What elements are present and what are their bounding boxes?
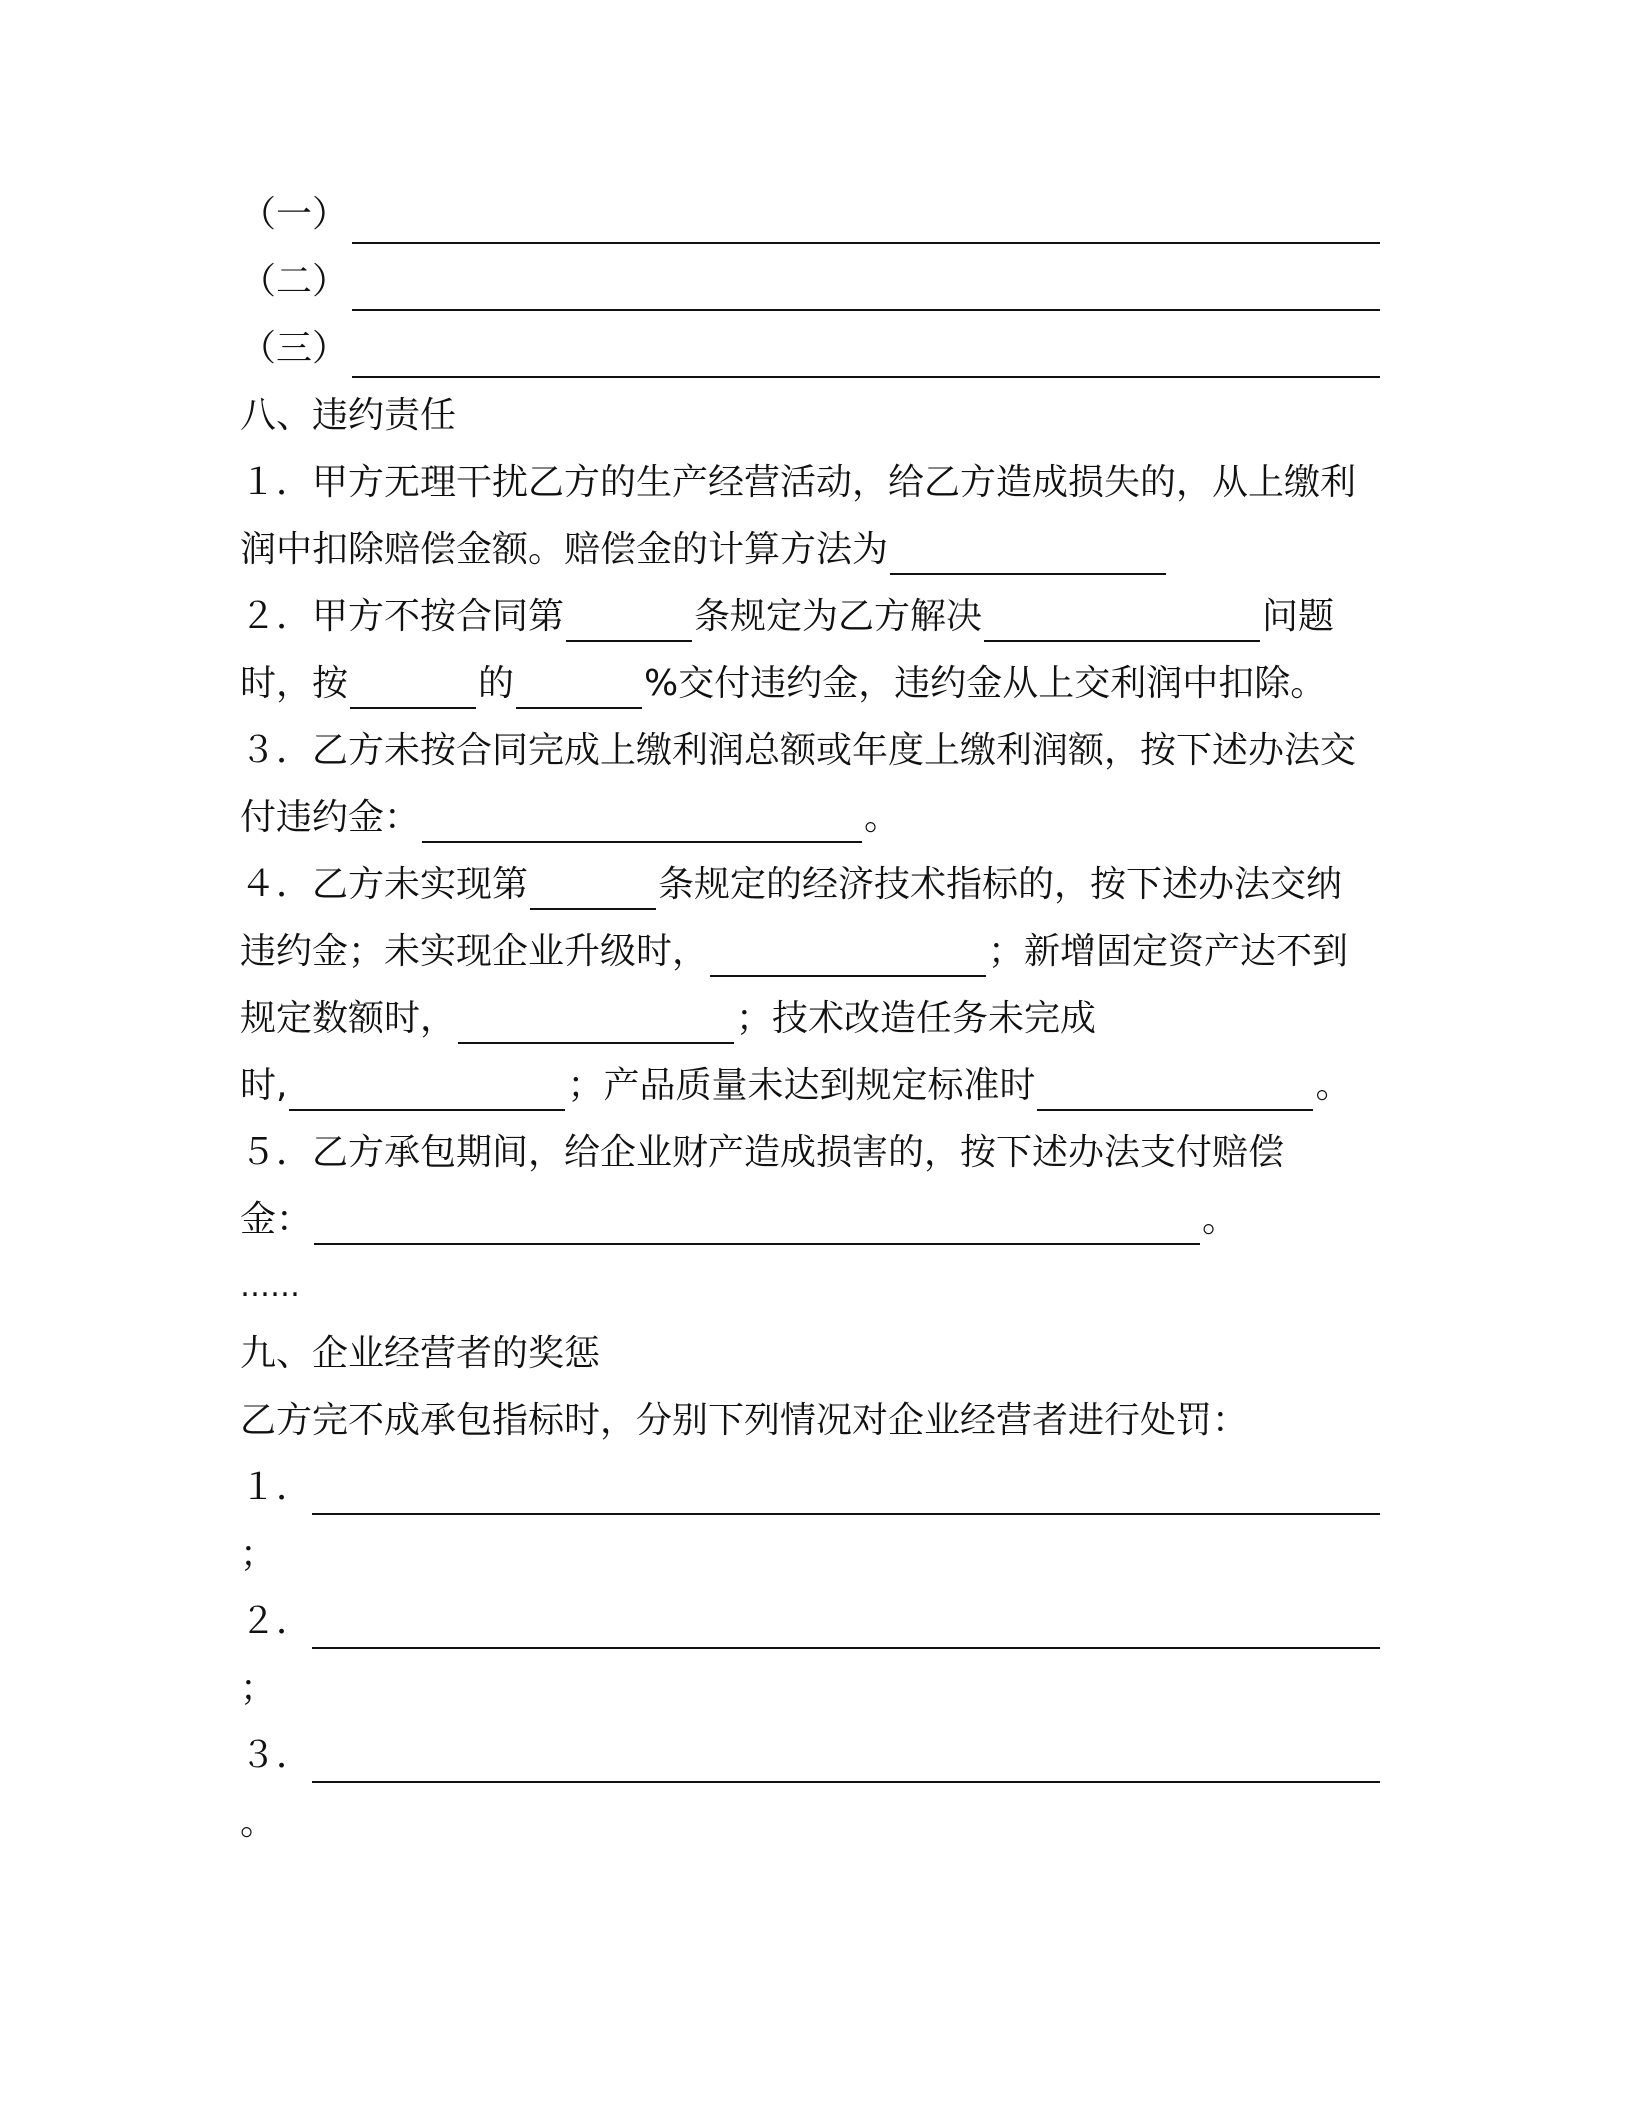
intro-item-3 (240, 324, 1420, 374)
section8-item5-line2 (240, 1195, 1420, 1245)
item3-text: 付违约金： (240, 797, 421, 838)
fixed-assets-penalty-blank[interactable] (458, 996, 734, 1044)
intro-item-2 (240, 257, 1420, 307)
section9-item1-end: ； (240, 1534, 277, 1575)
item2-text-f: %交付违约金，违约金从上交利润中扣除。 (644, 663, 1327, 704)
section9-item-number: ２． (240, 1601, 313, 1642)
section8-item1-line2 (240, 525, 1420, 575)
section8-ellipsis: …… (240, 1269, 300, 1304)
item1-text: 润中扣除赔偿金额。赔偿金的计算方法为 (240, 529, 889, 570)
section9-item1-blank[interactable] (312, 1513, 1380, 1515)
base-amount-blank[interactable] (350, 661, 476, 709)
section9-item-number: ３． (240, 1735, 313, 1776)
item4-text-g: 时, (240, 1065, 288, 1106)
item4-text-c: 违约金；未实现企业升级时， (240, 931, 709, 972)
section9-item2-end: ； (240, 1668, 277, 1709)
intro-item-1 (240, 190, 1420, 240)
clause-number-blank[interactable] (530, 862, 656, 910)
section8-item4-line1 (240, 860, 1420, 910)
clause-number-blank[interactable] (566, 594, 692, 642)
percent-blank[interactable] (516, 661, 642, 709)
section8-title: 八、违约责任 (240, 395, 457, 436)
intro-item-2-blank[interactable] (352, 309, 1380, 311)
section9-item2-blank[interactable] (312, 1647, 1380, 1649)
section8-item2-line1 (240, 592, 1420, 642)
item2-text-c: 问题 (1262, 596, 1335, 637)
penalty-method-blank[interactable] (422, 795, 862, 843)
item2-text-e: 的 (478, 663, 515, 704)
item4-text-b: 条规定的经济技术指标的，按下述办法交纳 (658, 864, 1343, 905)
intro-item-1-blank[interactable] (352, 242, 1380, 244)
intro-item-3-blank[interactable] (352, 376, 1380, 378)
section9-item1 (240, 1463, 1420, 1513)
section9-item2 (240, 1597, 1420, 1647)
section8-item4-line3 (240, 994, 1420, 1044)
item4-end: 。 (1315, 1065, 1352, 1106)
upgrade-penalty-blank[interactable] (710, 929, 986, 977)
quality-penalty-blank[interactable] (1037, 1063, 1313, 1111)
item2-text-d: 时，按 (240, 663, 349, 704)
section9-item-number: １． (240, 1467, 313, 1508)
section9-title: 九、企业经营者的奖惩 (240, 1333, 601, 1374)
intro-item-label: （一） (240, 194, 349, 235)
item4-text-h: ；产品质量未达到规定标准时 (567, 1065, 1036, 1106)
section9-intro: 乙方完不成承包指标时，分别下列情况对企业经营者进行处罚： (240, 1400, 1249, 1441)
item4-text-f: ；技术改造任务未完成 (736, 998, 1097, 1039)
item2-text-b: 条规定为乙方解决 (694, 596, 983, 637)
section8-item2-line2 (240, 659, 1420, 709)
item2-text-a: ２．甲方不按合同第 (240, 596, 565, 637)
section8-item4-line2 (240, 927, 1420, 977)
tech-upgrade-penalty-blank[interactable] (289, 1063, 565, 1111)
intro-item-label: （二） (240, 261, 349, 302)
section9-item3-end: 。 (240, 1802, 277, 1843)
section8-item4-line4 (240, 1061, 1420, 1111)
item4-text-e: 规定数额时， (240, 998, 457, 1039)
section8-item1-line1: １．甲方无理干扰乙方的生产经营活动，给乙方造成损失的，从上缴利 (240, 462, 1357, 503)
section8-item3-line1: ３．乙方未按合同完成上缴利润总额或年度上缴利润额，按下述办法交 (240, 730, 1357, 771)
item5-end: 。 (1202, 1199, 1239, 1240)
item4-text-d: ；新增固定资产达不到 (988, 931, 1349, 972)
section8-item3-line2 (240, 793, 1420, 843)
item5-text: 金： (240, 1199, 313, 1240)
damage-compensation-blank[interactable] (314, 1197, 1200, 1245)
section9-item3 (240, 1731, 1420, 1781)
item4-text-a: ４．乙方未实现第 (240, 864, 529, 905)
section9-item3-blank[interactable] (312, 1781, 1380, 1783)
compensation-method-blank[interactable] (890, 527, 1166, 575)
item3-end: 。 (864, 797, 901, 838)
section8-item5-line1: ５．乙方承包期间，给企业财产造成损害的，按下述办法支付赔偿 (240, 1132, 1285, 1173)
intro-item-label: （三） (240, 328, 349, 369)
problem-blank[interactable] (984, 594, 1260, 642)
